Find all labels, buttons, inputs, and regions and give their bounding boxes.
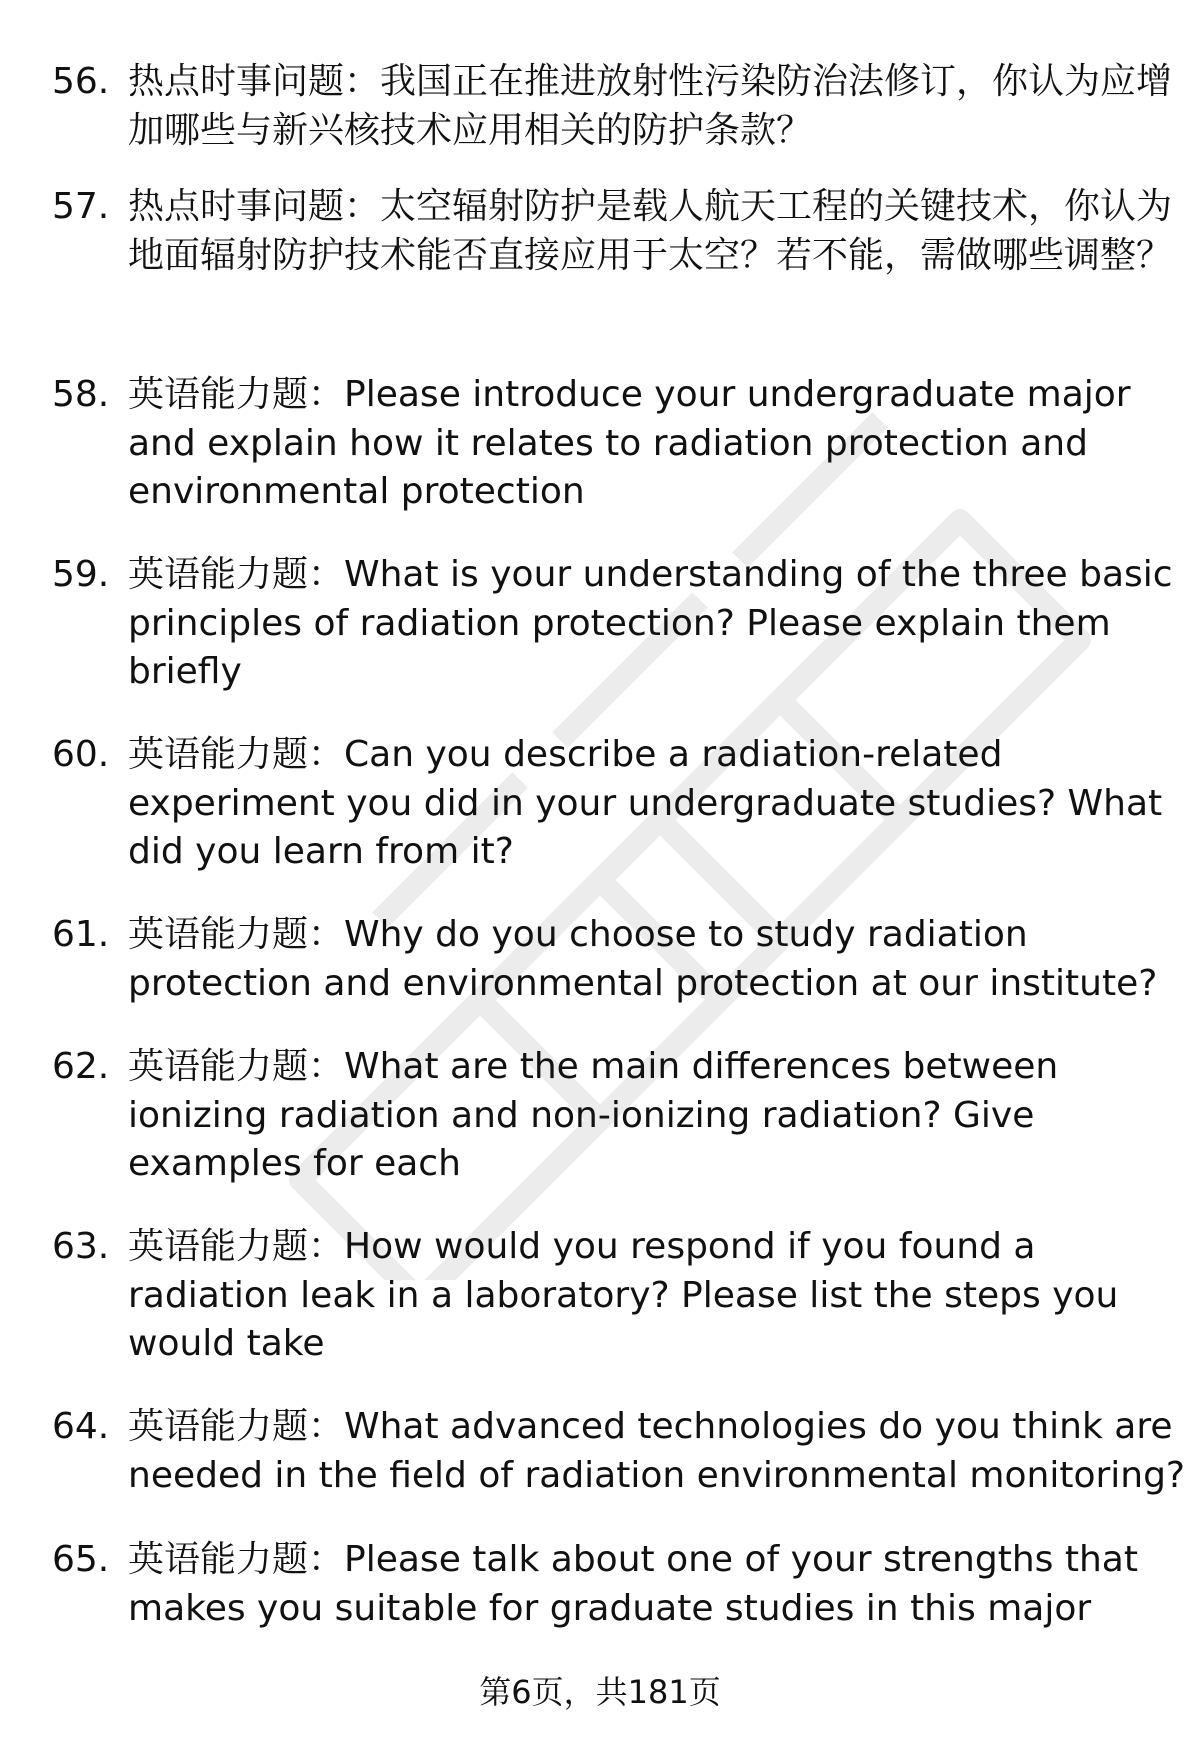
question-62 [52, 1043, 1152, 1189]
question-category: 英语能力题： [128, 734, 345, 775]
question-number: 56. [52, 61, 110, 102]
question-number: 57. [52, 186, 110, 227]
question-number: 64. [52, 1406, 110, 1447]
question-text: What are the main differences between ionizing radiation and non-ionizing radiation? Give examples for each [128, 1046, 1059, 1184]
question-58 [52, 371, 1152, 517]
question-category: 英语能力题： [128, 1406, 345, 1447]
question-category: 英语能力题： [128, 1046, 345, 1087]
question-text: How would you respond if you found a radiation leak in a laboratory? Please list the steps you would take [128, 1226, 1119, 1364]
question-number: 58. [52, 374, 110, 415]
question-number: 61. [52, 914, 110, 955]
question-category: 英语能力题： [128, 914, 345, 955]
question-60 [52, 731, 1163, 877]
question-category: 热点时事问题： [128, 61, 381, 102]
question-text: What advanced technologies do you think are needed in the field of radiation environmental monitoring? [128, 1406, 1186, 1496]
question-64 [52, 1403, 1186, 1500]
question-number: 63. [52, 1226, 110, 1267]
question-text: 我国正在推进放射性污染防治法修订，你认为应增加哪些与新兴核技术应用相关的防护条款？ [128, 61, 1173, 151]
question-number: 60. [52, 734, 110, 775]
question-text: Please talk about one of your strengths that makes you suitable for graduate studies in this major [128, 1539, 1138, 1629]
question-59 [52, 551, 1173, 697]
question-number: 65. [52, 1539, 110, 1580]
page-number-label: 第6页，共181页 [479, 1673, 721, 1711]
question-category: 英语能力题： [128, 554, 345, 595]
question-text: Why do you choose to study radiation protection and environmental protection at our institute? [128, 914, 1158, 1004]
question-63 [52, 1223, 1152, 1369]
question-category: 英语能力题： [128, 1226, 345, 1267]
question-text: Please introduce your undergraduate major and explain how it relates to radiation protection and environmental protection [128, 374, 1131, 512]
question-57 [52, 183, 1173, 280]
question-61 [52, 911, 1158, 1008]
question-text: Can you describe a radiation-related experiment you did in your undergraduate studies? What did you learn from it? [128, 734, 1163, 872]
question-number: 59. [52, 554, 110, 595]
question-65 [52, 1536, 1152, 1633]
question-category: 热点时事问题： [128, 186, 381, 227]
question-category: 英语能力题： [128, 374, 345, 415]
question-number: 62. [52, 1046, 110, 1087]
question-category: 英语能力题： [128, 1539, 345, 1580]
question-56 [52, 58, 1173, 155]
question-text: 太空辐射防护是载人航天工程的关键技术，你认为地面辐射防护技术能否直接应用于太空？若不能，需做哪些调整？ [128, 186, 1173, 276]
question-text: What is your understanding of the three basic principles of radiation protection? Please explain them briefly [128, 554, 1173, 692]
page-footer [0, 1672, 1200, 1712]
